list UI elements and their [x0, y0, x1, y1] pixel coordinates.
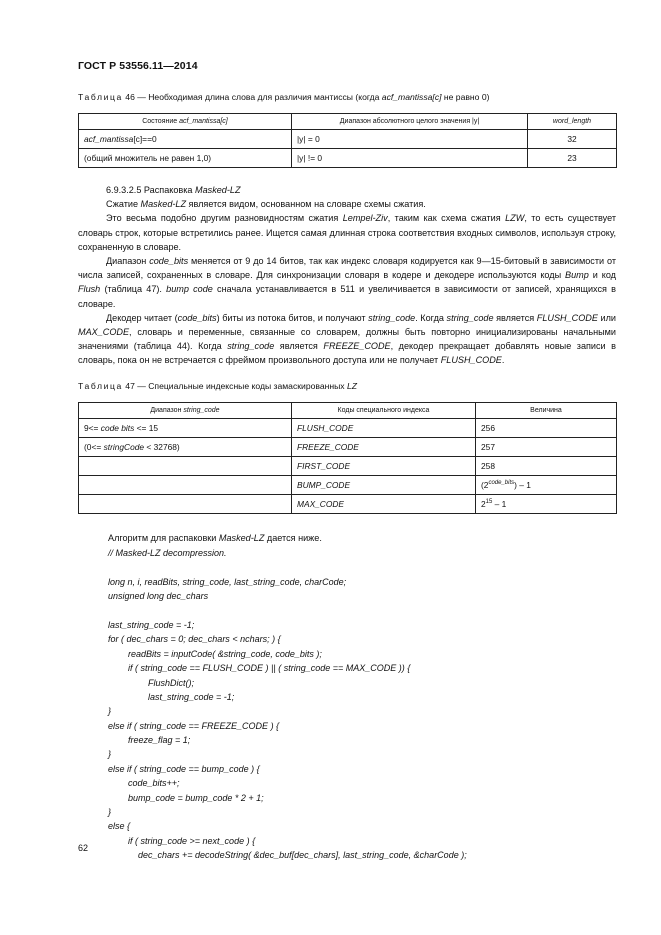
table-row — [79, 419, 617, 438]
code-listing — [108, 546, 467, 863]
table47-header-value: Величина — [476, 403, 617, 419]
code-line: else { — [108, 821, 131, 832]
table47-cell-code: FREEZE_CODE — [292, 438, 476, 457]
table-row — [79, 130, 617, 149]
table46-header-state — [79, 114, 292, 130]
code-line: last_string_code = -1; — [108, 691, 235, 702]
table47-cell-range — [79, 476, 292, 495]
table46-state-var: acf_mantissa — [84, 134, 134, 144]
code-line: last_string_code = -1; — [108, 619, 195, 630]
table47-caption-var: LZ — [346, 381, 358, 391]
table46-header-range: Диапазон абсолютного целого значения |y| — [292, 114, 528, 130]
table47-cell-range — [79, 495, 292, 514]
code-line: FlushDict(); — [108, 677, 195, 688]
table47-cell-value: 258 — [476, 457, 617, 476]
table47-cell-range — [79, 457, 292, 476]
table47-cell-value: $(2^{code\_bits}) - 1$ — [476, 476, 617, 495]
table46-state-rest: [c]==0 — [133, 134, 157, 144]
table47 — [78, 402, 617, 514]
code-line: } — [108, 807, 112, 818]
code-line: for ( dec_chars = 0; dec_chars < nchars; ) { — [108, 634, 281, 645]
table46-caption — [78, 92, 489, 102]
table46-header-state-suffix: [c] — [220, 118, 228, 125]
table46-cell-range: |y| = 0 — [292, 130, 528, 149]
table-row — [79, 149, 617, 168]
table-row — [79, 457, 617, 476]
algorithm-intro: Алгоритм для распаковки Masked-LZ дается ниже. — [108, 533, 322, 543]
table47-cell-code: BUMP_CODE — [292, 476, 476, 495]
code-line: else if ( string_code == bump_code ) { — [108, 763, 260, 774]
table46-header-length-text: word_length — [552, 118, 592, 125]
paragraph-3: Диапазон code_bits меняется от 9 до 14 битов, так как индекс словаря кодируется как 9—15-битовый в зависимости от числа записей, сохраненных в словаре. Для синхронизации словаря в кодере и декодере используются коды Bump и код Flush (таблица 47). bump code сначала устанавливается в 511 и увеличивается в зависимости от записей, хранящихся в словаре. — [78, 256, 616, 309]
table47-cell-range: (0<= stringCode < 32768) — [79, 438, 292, 457]
section-heading-num: 6.9.3.2.5 Распаковка — [106, 185, 196, 195]
code-line: } — [108, 706, 112, 717]
table46-header-row — [79, 114, 617, 130]
table47-caption-text: 47 — Специальные индексные коды замаскированных — [122, 381, 347, 391]
table47-header-range: Диапазон string_code — [79, 403, 292, 419]
table46-cell-state — [79, 130, 292, 149]
table46-header-length — [528, 114, 617, 130]
table-row — [79, 476, 617, 495]
code-line: freeze_flag = 1; — [108, 735, 191, 746]
code-line: code_bits++; — [108, 778, 180, 789]
table47-cell-value: $2^{15} - 1$ — [476, 495, 617, 514]
code-line: } — [108, 749, 112, 760]
section-body — [78, 183, 616, 368]
code-line: if ( string_code >= next_code ) { — [108, 835, 256, 846]
code-line — [108, 604, 467, 618]
code-line: else if ( string_code == FREEZE_CODE ) { — [108, 720, 280, 731]
paragraph-2: Это весьма подобно другим разновидностям сжатия Lempel-Ziv, таким как схема сжатия LZW, то есть существует словарь строк, которые встретились ранее. Ищется самая длинная строка соответствия входных символов, используя строку, сохраненную в словаре. — [78, 213, 617, 252]
document-header: ГОСТ Р 53556.11—2014 — [78, 60, 198, 72]
table47-caption — [78, 381, 357, 391]
code-line: bump_code = bump_code * 2 + 1; — [108, 792, 264, 803]
table47-caption-label: Таблица — [78, 381, 123, 391]
table-row — [79, 438, 617, 457]
table47-cell-code: FIRST_CODE — [292, 457, 476, 476]
paragraph-4: Декодер читает (code_bits) биты из потока битов, и получают string_code. Когда string_code является FLUSH_CODE или MAX_CODE, словарь и переменные, связанные со словарем, должны быть повторно инициализированы начальными значениями (таблица 44). Когда string_code является FREEZE_CODE, декодер прекращает добавлять новые записи в словарь, пока он не встречается с фреймом произвольного доступа или не получает FLUSH_CODE. — [78, 312, 617, 366]
table46-cell-state: (общий множитель не равен 1,0) — [79, 149, 292, 168]
table46-cell-range: |y| != 0 — [292, 149, 528, 168]
paragraph-1: Сжатие Masked-LZ является видом, основанном на словаре схемы сжатия. — [106, 199, 426, 210]
table-row — [79, 495, 617, 514]
table46-caption-label: Таблица — [78, 92, 123, 102]
section-heading-var: Masked-LZ — [195, 185, 241, 195]
table46-header-state-prefix: Состояние — [142, 118, 180, 125]
code-line: unsigned long dec_chars — [108, 591, 209, 602]
code-line: // Masked-LZ decompression. — [108, 548, 227, 558]
table46-caption-text: 46 — Необходимая длина слова для различия мантиссы (когда — [122, 92, 382, 102]
code-line: dec_chars += decodeString( &dec_buf[dec_chars], last_string_code, &charCode ); — [108, 850, 467, 861]
table47-cell-code: MAX_CODE — [292, 495, 476, 514]
code-line: readBits = inputCode( &string_code, code_bits ); — [108, 648, 322, 659]
table47-cell-range: 9<= code bits <= 15 — [79, 419, 292, 438]
table46-caption-end: не равно 0) — [441, 92, 490, 102]
table47-header-row — [79, 403, 617, 419]
table47-header-codes: Коды специального индекса — [292, 403, 476, 419]
table46-cell-value: 32 — [528, 130, 617, 149]
table46-cell-value: 23 — [528, 149, 617, 168]
code-line: long n, i, readBits, string_code, last_string_code, charCode; — [108, 576, 347, 587]
code-line — [108, 560, 467, 574]
section-heading — [78, 183, 616, 197]
table47-cell-code: FLUSH_CODE — [292, 419, 476, 438]
code-line: if ( string_code == FLUSH_CODE ) || ( string_code == MAX_CODE )) { — [108, 663, 411, 674]
table47-cell-value: 256 — [476, 419, 617, 438]
table46-caption-var: acf_mantissa[c] — [381, 92, 442, 102]
table47-cell-value: 257 — [476, 438, 617, 457]
page-number: 62 — [78, 843, 89, 853]
table46-header-state-var: acf_mantissa — [179, 118, 221, 125]
table46 — [78, 113, 617, 168]
